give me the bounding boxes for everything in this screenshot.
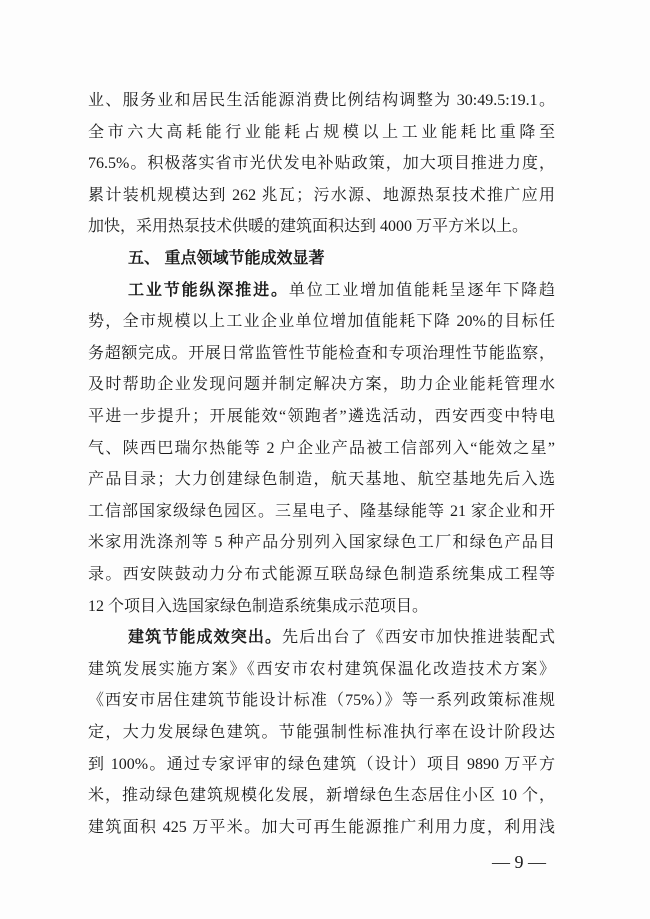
page-number: — 9 — xyxy=(492,852,546,872)
line-text: 加快，采用热泵技术供暖的建筑面积达到 4000 万平方米以上。 xyxy=(88,218,529,236)
text-line xyxy=(88,185,555,207)
text-line xyxy=(88,754,555,776)
line-text: 建筑面积 425 万平米。加大可再生能源推广利用力度，利用浅 xyxy=(88,818,555,836)
text-line xyxy=(88,690,555,712)
text-line xyxy=(88,532,555,554)
line-text: 五、 重点领域节能成效显著 xyxy=(128,250,325,267)
text-line xyxy=(88,596,555,618)
line-text: 76.5%。积极落实省市光伏发电补贴政策，加大项目推进力度， xyxy=(88,155,555,173)
text-line xyxy=(88,817,555,839)
text-line xyxy=(88,153,555,175)
line-text: 平进一步提升；开展能效“领跑者”遴选活动，西安西变中特电 xyxy=(88,408,555,425)
text-line xyxy=(128,280,555,302)
section-heading xyxy=(128,248,555,270)
line-text: 务超额完成。开展日常监管性节能检查和专项治理性节能监察， xyxy=(88,344,555,362)
line-text: 产品目录；大力创建绿色制造，航天基地、航空基地先后入选 xyxy=(88,471,555,489)
line-text: 全市六大高耗能行业能耗占规模以上工业能耗比重降至 xyxy=(88,123,555,141)
line-text: 录。西安陕鼓动力分布式能源互联岛绿色制造系统集成工程等 xyxy=(88,566,555,583)
text-line xyxy=(88,90,555,112)
line-text: 米家用洗涤剂等 5 种产品分别列入国家绿色工厂和绿色产品目 xyxy=(88,534,555,552)
line-text: 气、陕西巴瑞尔热能等 2 户企业产品被工信部列入“能效之星” xyxy=(88,439,555,457)
line-text: 工信部国家级绿色园区。三星电子、隆基绿能等 21 家企业和开 xyxy=(88,502,555,520)
line-text: 业、服务业和居民生活能源消费比例结构调整为 30:49.5:19.1。 xyxy=(88,92,555,109)
line-text: 单位工业增加值能耗呈逐年下降趋 xyxy=(288,281,555,299)
text-line xyxy=(88,374,555,396)
text-line xyxy=(88,406,555,428)
text-line xyxy=(88,122,555,144)
paragraph-lead: 建筑节能成效突出。 xyxy=(128,629,283,647)
line-text: 到 100%。通过专家评审的绿色建筑（设计）项目 9890 万平方 xyxy=(88,755,555,773)
text-line xyxy=(88,659,555,681)
text-line xyxy=(88,564,555,586)
line-text: 米，推动绿色建筑规模化发展，新增绿色生态居住小区 10 个， xyxy=(88,787,555,805)
text-line xyxy=(88,501,555,523)
text-line xyxy=(88,469,555,491)
line-text: 《西安市居住建筑节能设计标准（75%）》等一系列政策标准规 xyxy=(88,692,555,710)
text-line xyxy=(88,785,555,807)
line-text: 先后出台了《西安市加快推进装配式 xyxy=(282,629,555,647)
text-line xyxy=(88,438,555,460)
line-text: 建筑发展实施方案》《西安市农村建筑保温化改造技术方案》 xyxy=(88,660,555,678)
text-line xyxy=(88,722,555,744)
line-text: 及时帮助企业发现问题并制定解决方案，助力企业能耗管理水 xyxy=(88,376,555,394)
paragraph-lead: 工业节能纵深推进。 xyxy=(128,281,289,299)
text-line xyxy=(88,216,555,238)
line-text: 累计装机规模达到 262 兆瓦；污水源、地源热泵技术推广应用 xyxy=(88,186,555,204)
text-line xyxy=(88,343,555,365)
line-text: 势，全市规模以上工业企业单位增加值能耗下降 20%的目标任 xyxy=(88,313,555,331)
text-line xyxy=(128,627,555,649)
line-text: 12 个项目入选国家绿色制造系统集成示范项目。 xyxy=(88,597,429,615)
text-line xyxy=(88,311,555,333)
line-text: 定，大力发展绿色建筑。节能强制性标准执行率在设计阶段达 xyxy=(88,724,555,741)
